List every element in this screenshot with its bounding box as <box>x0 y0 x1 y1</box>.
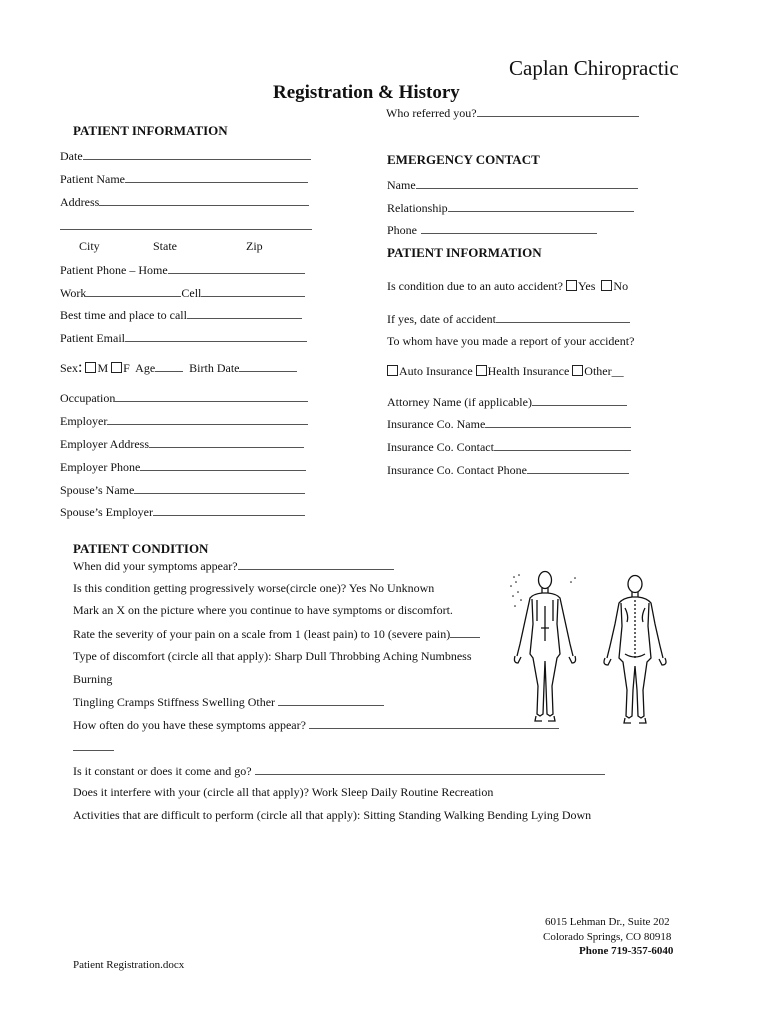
spouse-name-row: Spouse’s Name <box>60 482 305 498</box>
referred-field[interactable] <box>477 105 639 117</box>
address-line-2[interactable] <box>60 229 312 230</box>
spouse-employer-field[interactable] <box>153 504 305 516</box>
accident-date-field[interactable] <box>496 311 630 323</box>
when-row: When did your symptoms appear? <box>73 558 394 574</box>
auto-insurance-checkbox[interactable] <box>387 365 398 376</box>
tingling-row: Tingling Cramps Stiffness Swelling Other <box>73 694 384 710</box>
male-checkbox[interactable] <box>85 362 96 373</box>
report-question: To whom have you made a report of your accident? <box>387 334 635 348</box>
sex-age-row: Sex: M F Age Birth Date <box>60 359 297 377</box>
patient-info-heading: PATIENT INFORMATION <box>73 123 228 138</box>
emergency-heading: EMERGENCY CONTACT <box>387 152 540 167</box>
phone-home-row: Patient Phone – Home <box>60 262 305 278</box>
age-field[interactable] <box>155 360 183 372</box>
form-title: Registration & History <box>273 82 460 103</box>
footer-phone: Phone 719-357-6040 <box>579 945 674 957</box>
emergency-name-row: Name <box>387 177 638 193</box>
activities-question: Activities that are difficult to perform (circle all that apply): Sitting Standing Walking Bending Lying Down <box>73 808 592 822</box>
cell-phone-field[interactable] <box>201 285 305 297</box>
ins-contact-row: Insurance Co. Contact <box>387 439 631 455</box>
other-discomfort-field[interactable] <box>278 694 384 706</box>
front-body-figure <box>514 572 575 722</box>
work-cell-row: Work Cell <box>60 285 305 301</box>
referred-label: Who referred you? <box>386 105 639 121</box>
address-field[interactable] <box>99 194 309 206</box>
often-row: How often do you have these symptoms appear? <box>73 717 559 733</box>
insurance-type-row: Auto Insurance Health Insurance Other__ <box>387 364 624 379</box>
footer-address-2: Colorado Springs, CO 80918 <box>543 931 672 943</box>
employer-phone-row: Employer Phone <box>60 459 306 475</box>
employer-row: Employer <box>60 413 308 429</box>
body-diagram[interactable] <box>505 566 685 726</box>
address-row: Address <box>60 194 309 210</box>
other-insurance-checkbox[interactable] <box>572 365 583 376</box>
employer-phone-field[interactable] <box>140 459 306 471</box>
condition-heading: PATIENT CONDITION <box>73 541 209 556</box>
zip-label: Zip <box>246 239 263 253</box>
footer-filename: Patient Registration.docx <box>73 959 185 971</box>
ins-contact-field[interactable] <box>494 439 631 451</box>
clinic-name: Caplan Chiropractic <box>509 56 679 80</box>
birth-date-field[interactable] <box>239 360 297 372</box>
emergency-phone-row: Phone <box>387 222 597 238</box>
ins-phone-field[interactable] <box>527 462 629 474</box>
patient-name-field[interactable] <box>125 171 308 183</box>
ins-name-field[interactable] <box>485 416 631 428</box>
often-field-continued[interactable] <box>73 750 114 751</box>
phone-home-field[interactable] <box>168 262 305 274</box>
interfere-question: Does it interfere with your (circle all that apply)? Work Sleep Daily Routine Recreation <box>73 785 494 799</box>
mark-instruction: Mark an X on the picture where you continue to have symptoms or discomfort. <box>73 603 453 617</box>
when-field[interactable] <box>238 558 394 570</box>
emergency-name-field[interactable] <box>416 177 638 189</box>
best-time-row: Best time and place to call <box>60 307 302 323</box>
state-label: State <box>153 239 177 253</box>
email-field[interactable] <box>125 330 307 342</box>
type-question: Type of discomfort (circle all that apply): Sharp Dull Throbbing Aching Numbness <box>73 649 472 663</box>
work-phone-field[interactable] <box>86 285 181 297</box>
patient-info-2-heading: PATIENT INFORMATION <box>387 245 542 260</box>
health-insurance-checkbox[interactable] <box>476 365 487 376</box>
attorney-row: Attorney Name (if applicable) <box>387 394 627 410</box>
best-time-field[interactable] <box>187 307 302 319</box>
spouse-employer-row: Spouse’s Employer <box>60 504 305 520</box>
auto-yes-checkbox[interactable] <box>566 280 577 291</box>
rate-row: Rate the severity of your pain on a scale from 1 (least pain) to 10 (severe pain) <box>73 626 480 642</box>
rate-field[interactable] <box>450 626 480 638</box>
date-row: Date <box>60 148 311 164</box>
occupation-field[interactable] <box>115 390 308 402</box>
date-field[interactable] <box>83 148 311 160</box>
progress-question: Is this condition getting progressively worse(circle one)? Yes No Unknown <box>73 581 435 595</box>
email-row: Patient Email <box>60 330 307 346</box>
relationship-row: Relationship <box>387 200 634 216</box>
footer-address-1: 6015 Lehman Dr., Suite 202 <box>545 916 670 928</box>
constant-row: Is it constant or does it come and go? <box>73 763 605 779</box>
employer-address-row: Employer Address <box>60 436 304 452</box>
emergency-phone-field[interactable] <box>421 222 597 234</box>
attorney-field[interactable] <box>532 394 627 406</box>
dotted-shading <box>510 574 576 607</box>
employer-field[interactable] <box>107 413 308 425</box>
ins-name-row: Insurance Co. Name <box>387 416 631 432</box>
spouse-name-field[interactable] <box>134 482 305 494</box>
patient-name-row: Patient Name <box>60 171 308 187</box>
employer-address-field[interactable] <box>149 436 304 448</box>
accident-date-row: If yes, date of accident <box>387 311 630 327</box>
ins-phone-row: Insurance Co. Contact Phone <box>387 462 629 478</box>
occupation-row: Occupation <box>60 390 308 406</box>
auto-no-checkbox[interactable] <box>601 280 612 291</box>
constant-field[interactable] <box>255 763 605 775</box>
auto-accident-row: Is condition due to an auto accident? Yes No <box>387 279 629 293</box>
female-checkbox[interactable] <box>111 362 122 373</box>
relationship-field[interactable] <box>448 200 634 212</box>
burning-option: Burning <box>73 672 113 686</box>
back-body-figure <box>604 576 666 724</box>
city-label: City <box>79 239 100 253</box>
